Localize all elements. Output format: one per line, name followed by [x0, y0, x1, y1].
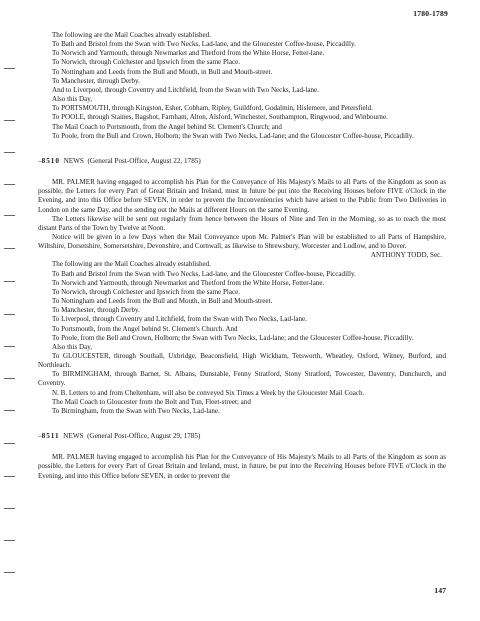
entry-paragraph: MR. PALMER having engaged to accomplish his Plan for the Conveyance of His Majesty's Mails to all Parts of the Kingdom as soon as possible, the Letters for every Part of Great Britain and Ireland, must in future be put into the Receiving Houses before FIVE o'Clock in the Evening, and into this Office before SEVEN, in order to prevent the Inconveniencies which have arisen to the Public from Two Deliveries in London on the same Day, and the sending out the Mails at different Hours on the same Evening. — [38, 178, 446, 214]
margin-mark — [4, 120, 15, 121]
entry-title: NEWS — [63, 432, 84, 441]
list-line: To Manchester, through Derby. — [52, 76, 140, 85]
coach-list-2 — [38, 260, 446, 416]
list-line: To Manchester, through Derby. — [52, 306, 140, 315]
margin-mark — [4, 443, 15, 444]
margin-mark — [4, 184, 15, 185]
list-line: To BIRMINGHAM, through Barnet, St. Albans, Dunstable, Fenny Stratford, Stony Stratford, Towcester, Daventry, Dunchurch, and Coventry. — [38, 370, 446, 388]
entry-source: (General Post-Office, August 29, 1785) — [87, 432, 201, 441]
margin-binding-marks — [4, 0, 18, 621]
list-line: The following are the Mail Coaches already established. — [52, 31, 211, 39]
list-line: N. B. Letters to and from Cheltenham, will also be conveyed Six Times a Week by the Gloucester Mail Coach. — [52, 388, 365, 397]
signature: ANTHONY TODD, Sec. — [370, 251, 442, 260]
margin-mark — [4, 572, 15, 573]
list-line: Also this Day, — [52, 95, 93, 104]
margin-mark — [4, 508, 15, 509]
entry-number: 8510 — [41, 156, 60, 165]
margin-mark — [4, 346, 15, 347]
margin-mark — [4, 314, 15, 315]
list-line: To POOLE, through Staines, Bagshot, Farnham, Alton, Alsford, Winchester, Southampton, Ringwood, and Winbourne. — [52, 113, 388, 122]
list-line: To Liverpool, through Coventry and Litchfield, from the Swan with Two Necks, Lad-lane. — [52, 315, 307, 324]
list-line: And to Liverpool, through Coventry and Litchfield, from the Swan with Two Necks, Lad-lane. — [52, 85, 319, 94]
entry-heading-8510: –8510 NEWS (General Post-Office, August 22, 1785) — [38, 156, 201, 165]
list-line: To Portsmouth, from the Angel behind St. Clement's Church. And — [52, 324, 238, 333]
entry-number: 8511 — [41, 432, 60, 441]
list-line: To Norwich, through Colchester and Ipswich from the same Place. — [52, 287, 240, 296]
list-line: To Norwich and Yarmouth, through Newmarket and Thetford from the White Horse, Fetter-lane. — [52, 278, 325, 287]
margin-mark — [4, 476, 15, 477]
list-line: To Poole, from the Bull and Crown, Holborn; the Swan with Two Necks, Lad-lane; and the Gloucester Coffee-house, Piccadilly. — [52, 131, 414, 140]
entry-paragraph: MR. PALMER having engaged to accomplish his Plan for the Conveyance of His Majesty's Mails to all Parts of the Kingdom as soon as possible, the Letters for every Part of Great Britain and Ireland, must, in future, be put into the Receiving Houses before FIVE o'Clock in the Evening, and into this Office before SEVEN, in order to prevent the — [38, 453, 446, 480]
running-header-years: 1780-1789 — [413, 9, 448, 18]
margin-mark — [4, 378, 15, 379]
list-line: To Norwich, through Colchester and Ipswich from the same Place. — [52, 58, 240, 67]
list-line: To Nottingham and Leeds from the Bull and Mouth, in Bull and Mouth-street. — [52, 297, 273, 306]
list-line: The Mail Coach to Gloucester from the Bolt and Tun, Fleet-street; and — [52, 397, 251, 406]
list-line: To GLOUCESTER, through Southall, Uxbridge, Beaconsfield, High Wickham, Tetsworth, Wheatley, Oxford, Witney, Burford, and Northleach. — [38, 352, 446, 370]
list-line: To Poole, from the Bell and Crown, Holborn; the Swan with Two Necks, Lad-lane; and the Gloucester Coffee-house, Piccadilly. — [52, 333, 414, 342]
page-number: 147 — [434, 586, 446, 595]
list-line: To Norwich and Yarmouth, through Newmarket and Thetford from the White Horse, Fetter-lane. — [52, 49, 325, 58]
entry-paragraph: The Letters likewise will be sent out regularly from hence between the Hours of Nine and Ten in the Morning, so as to reach the most distant Parts of the Town by Twelve at Noon. — [38, 214, 446, 232]
list-line: To Nottingham and Leeds from the Bull and Mouth, in Bull and Mouth-street. — [52, 67, 273, 76]
list-line: To PORTSMOUTH, through Kingston, Esher, Cobham, Ripley, Guildford, Godalmin, Hislemere, and Petersfield. — [52, 104, 373, 113]
list-line: To Bath and Bristol from the Swan with Two Necks, Lad-lane, and the Gloucester Coffee-house, Piccadilly. — [52, 269, 356, 278]
entry-source: (General Post-Office, August 22, 1785) — [87, 156, 201, 165]
entry-paragraph: Notice will be given in a few Days when the Mail Conveyance upon Mr. Palmer's Plan will be established to all Parts of Hampshire, Wiltshire, Dorsetshire, Somersetshire, Devonshire, and Cornwall, as likewise to Shrewsbury, Worcester and Ludlow, and to Dover. — [38, 232, 446, 251]
list-line: Also this Day, — [52, 342, 93, 351]
list-line: The following are the Mail Coaches already established. — [52, 260, 211, 269]
list-line: The Mail Coach to Portsmouth, from the Angel behind St. Clement's Church; and — [52, 122, 282, 131]
list-line: To Birmingham, from the Swan with Two Necks, Lad-lane. — [52, 406, 220, 415]
entry-heading-8511: –8511 NEWS (General Post-Office, August 29, 1785) — [38, 432, 201, 441]
entry-title: NEWS — [63, 156, 84, 165]
margin-mark — [4, 215, 15, 216]
margin-mark — [4, 152, 15, 153]
margin-mark — [4, 410, 15, 411]
coach-list-1 — [38, 31, 446, 141]
margin-mark — [4, 68, 15, 69]
list-line: To Bath and Bristol from the Swan with Two Necks, Lad-lane, and the Gloucester Coffee-house, Piccadilly. — [52, 40, 356, 49]
page-body — [38, 31, 446, 481]
margin-mark — [4, 248, 15, 249]
margin-mark — [4, 281, 15, 282]
margin-mark — [4, 540, 15, 541]
